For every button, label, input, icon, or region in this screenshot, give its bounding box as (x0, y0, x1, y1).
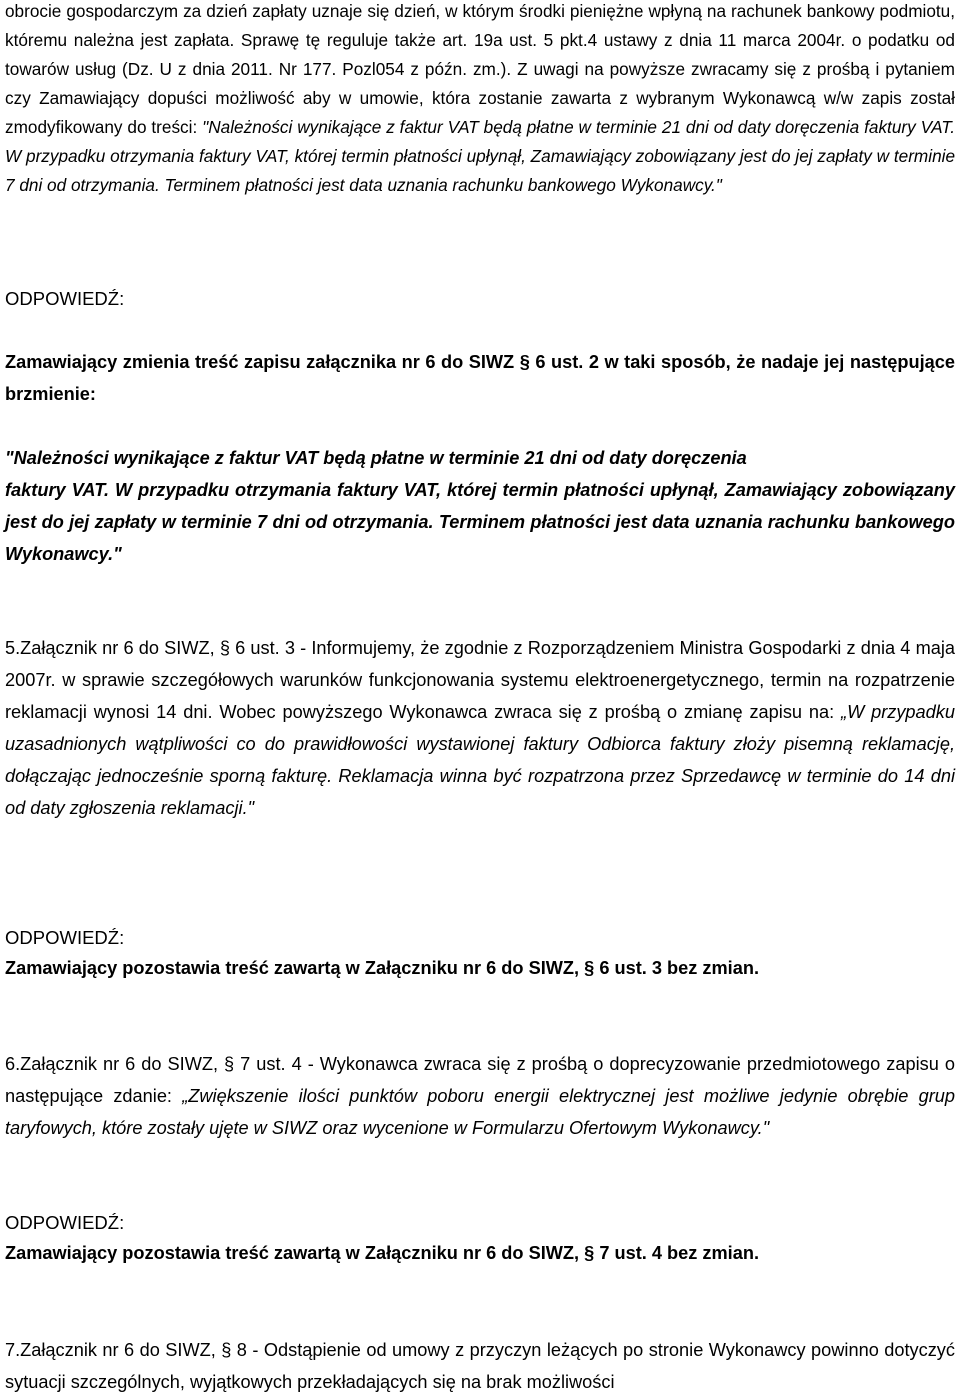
quoted-proposal: „W przypadku uzasadnionych wątpliwości co do prawidłowości wystawionej faktury Odbiorca faktury złoży pisemną reklamację, dołączając jednocześnie sporną fakturę. Reklamacja winna być rozpatrzona przez Sprzedawcę w terminie do 14 dni od daty zgłoszenia reklamacji." (5, 702, 955, 818)
paragraph-text: Z uwagi na powyższe zwracamy się z prośbą i pytaniem czy Zamawiający dopuści możliwość aby w umowie, która zostanie zawarta z wybranym Wykonawcą w/w zapis został zmodyfikowany do treści: (5, 59, 955, 137)
quoted-proposal: „Zwiększenie ilości punktów poboru energii elektrycznej jest możliwe jedynie obrębie grup taryfowych, które zostały ujęte w SIWZ oraz wycenione w Formularzu Ofertowym Wykonawcy." (5, 1086, 956, 1138)
answer-text: Zamawiający pozostawia treść zawartą w Załączniku nr 6 do SIWZ, § 7 ust. 4 bez zmian. (5, 1243, 760, 1263)
paragraph-question-4-continued (5, 0, 955, 200)
answer-heading: ODPOWIEDŹ: (5, 288, 125, 309)
paragraph-text: obrocie gospodarczym za dzień zapłaty uznaje się dzień, w którym środki pieniężne wpłyną na rachunek bankowy podmiotu, któremu należna jest zapłata. Sprawę tę reguluje także art. 19a ust. 5 pkt.4 ustawy z dnia 11 marca 2004r. o podatku od towarów usług (Dz. U z dnia 2011. Nr 177. Pozl054 z późn. zm.). (5, 1, 955, 79)
question-6 (5, 1048, 955, 1144)
answer-quote-line (5, 442, 955, 474)
answer-heading: ODPOWIEDŹ: (5, 1212, 125, 1233)
question-5 (5, 632, 955, 824)
answer-intro: Zamawiający zmienia treść zapisu załącznika nr 6 do SIWZ § 6 ust. 2 w taki sposób, że nadaje jej następujące brzmienie: (5, 352, 955, 404)
quoted-proposal: "Należności wynikające z faktur VAT będą płatne w terminie 21 dni od daty doręczenia faktury VAT. W przypadku otrzymania faktury VAT, której termin płatności upłynął, Zamawiający zobowiązany jest do jej zapłaty w terminie 7 dni od otrzymania. Terminem płatności jest data uznania rachunku bankowego Wykonawcy." (5, 117, 955, 195)
answer-quote: "Należności wynikające z faktur VAT będą płatne w terminie 21 dni od daty doręczenia (5, 448, 747, 468)
answer-quote-rest (5, 474, 955, 570)
answer-heading: ODPOWIEDŹ: (5, 927, 125, 948)
question-text: 5.Załącznik nr 6 do SIWZ, § 6 ust. 3 - Informujemy, że zgodnie z Rozporządzeniem Ministra Gospodarki z dnia 4 maja 2007r. w sprawie szczegółowych warunków funkcjonowania systemu elektroenergetycznego, termin na rozpatrzenie reklamacji wynosi 14 dni. Wobec powyższego Wykonawca zwraca się z prośbą o zmianę zapisu na: (5, 638, 955, 722)
question-text: 6.Załącznik nr 6 do SIWZ, § 7 ust. 4 - Wykonawca zwraca się z prośbą o doprecyzowanie przedmiotowego zapisu o następujące zdanie: (5, 1054, 955, 1106)
question-7: 7.Załącznik nr 6 do SIWZ, § 8 - Odstąpienie od umowy z przyczyn leżących po stronie Wykonawcy powinno dotyczyć sytuacji szczególnych, wyjątkowych przekładających się na brak możliwości (5, 1340, 955, 1392)
answer-quote: faktury VAT. W przypadku otrzymania faktury VAT, której termin płatności upłynął, Zamawiający zobowiązany jest do jej zapłaty w terminie 7 dni od otrzymania. Terminem płatności jest data uznania rachunku bankowego Wykonawcy." (5, 480, 955, 564)
answer-text: Zamawiający pozostawia treść zawartą w Załączniku nr 6 do SIWZ, § 6 ust. 3 bez zmian. (5, 958, 760, 978)
